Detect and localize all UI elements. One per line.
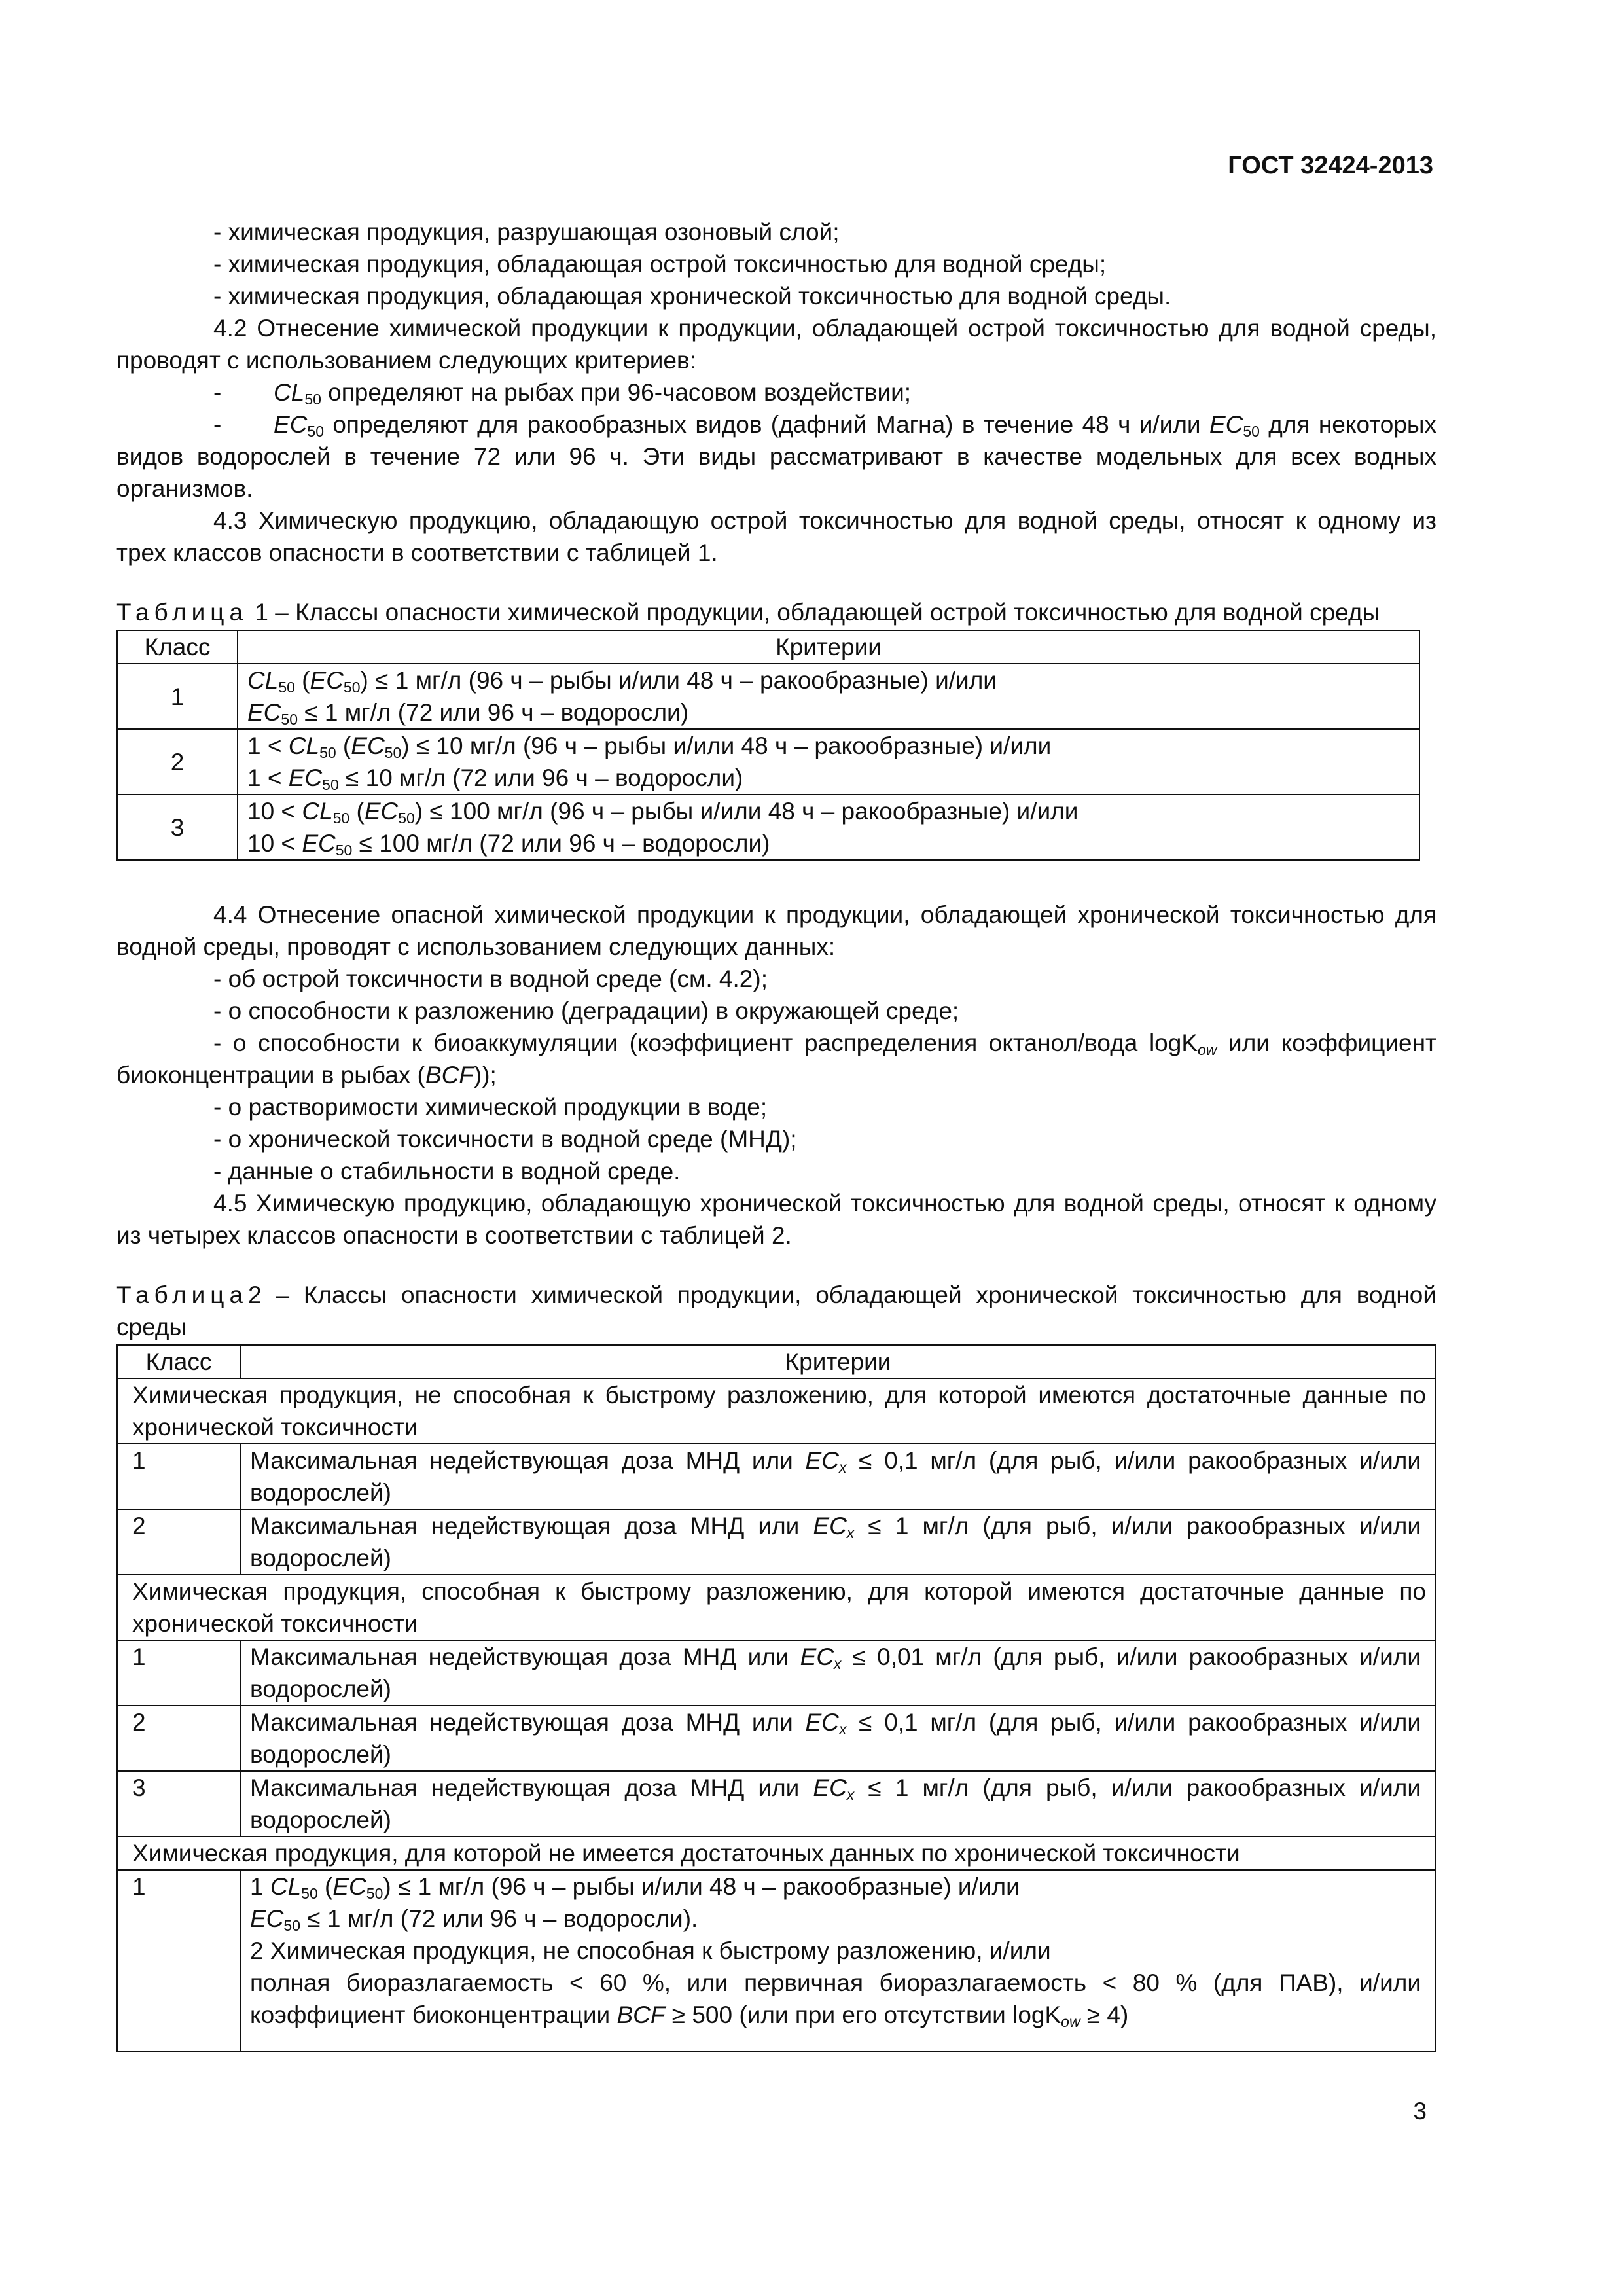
table-row [117,1509,1436,1575]
group-heading: Химическая продукция, для которой не имеется достаточных данных по хронической токсичности [117,1837,1436,1870]
criteria-cell: Максимальная недействующая доза МНД или $EC_x \le 0,1$ мг/л (для рыб, и/или ракообразных и/или водорослей) [240,1706,1436,1771]
list-item: - данные о стабильности в водной среде. [213,1158,681,1185]
table-group-row [117,1837,1436,1870]
list-item: - о способности к разложению (деградации) в окружающей среде; [213,997,959,1024]
table-header-row [117,630,1419,664]
paragraph-4-4: 4.4 Отнесение опасной химической продукции к продукции, обладающей хронической токсичностью для водной среды, проводят с использованием следующих данных: [116,901,1436,960]
criteria-cell: Максимальная недействующая доза МНД или $EC_x \le 0,1$ мг/л (для рыб, и/или ракообразных и/или водорослей) [240,1444,1436,1509]
criteria-cell: Максимальная недействующая доза МНД или $EC_x \le 1$ мг/л (для рыб, и/или ракообразных и/или водорослей) [240,1771,1436,1837]
criteria-cell: Максимальная недействующая доза МНД или $EC_x \le 0,01$ мг/л (для рыб, и/или ракообразных и/или водорослей) [240,1640,1436,1706]
list-item: - химическая продукция, обладающая острой токсичностью для водной среды; [213,251,1107,278]
criteria-cell: 1 $CL_{50}$ $(EC_{50}) \le 1$ мг/л (96 ч – рыбы и/или 48 ч – ракообразные) и/или $EC_{50} \le 1$ мг/л (72 или 96 ч – водоросли). 2 Химическая продукция, не способная к быстрому разложению, и/или полная биоразлагаемость < 60 %, или первичная биоразлагаемость < 80 % (для ПАВ), и/или коэффициент биоконцентрации BCF ≥ 500 (или при его отсутствии logK$_{ow}$ ≥ 4) [240,1870,1436,2051]
table-row [117,1640,1436,1706]
list-item: - о хронической токсичности в водной среде (МНД); [213,1126,797,1153]
paragraph-4-5: 4.5 Химическую продукцию, обладающую хронической токсичностью для водной среды, относят к одному из четырех классов опасности в соответствии с таблицей 2. [116,1190,1436,1249]
column-header-criteria: Критерии [240,1345,1436,1378]
table-1 [116,630,1420,861]
class-cell: 1 [117,1444,240,1509]
table-row [117,795,1419,860]
table-2 [116,1344,1436,2052]
column-header-class: Класс [117,630,238,664]
class-cell: 2 [117,1509,240,1575]
paragraph-4-2: 4.2 Отнесение химической продукции к продукции, обладающей острой токсичностью для водной среды, проводят с использованием следующих критериев: [116,315,1436,374]
list-item: - об острой токсичности в водной среде (см. 4.2); [213,965,768,992]
table-group-row [117,1378,1436,1444]
criteria-cell: $10 < CL_{50}$ $(EC_{50}) \le 100$ мг/л (96 ч – рыбы и/или 48 ч – ракообразные) и/или $10 < EC_{50} \le 100$ мг/л (72 или 96 ч – водоросли) [238,795,1419,860]
list-item: - о способности к биоаккумуляции (коэффициент распределения октанол/вода logK$_{ow}$ или коэффициент биоконцентрации в рыбах (BCF)); [116,1030,1436,1088]
table-header-row [117,1345,1436,1378]
table-row [117,1444,1436,1509]
document-id-header: ГОСТ 32424-2013 [1228,152,1433,179]
class-cell: 2 [117,729,238,795]
table-row [117,664,1419,729]
list-item: - химическая продукция, разрушающая озоновый слой; [213,219,840,245]
table-row [117,1706,1436,1771]
table-row [117,729,1419,795]
group-heading: Химическая продукция, способная к быстрому разложению, для которой имеются достаточные данные по хронической токсичности [117,1575,1436,1640]
list-item: - о растворимости химической продукции в воде; [213,1094,768,1121]
table-row [117,1870,1436,2051]
class-cell: 2 [117,1706,240,1771]
list-item: - химическая продукция, обладающая хронической токсичностью для водной среды. [213,283,1171,310]
table-1-caption: Таблица 1 – Классы опасности химической продукции, обладающей острой токсичностью для водной среды [116,599,1380,626]
column-header-class: Класс [117,1345,240,1378]
table-row [117,1771,1436,1837]
class-cell: 1 [117,1870,240,2051]
column-header-criteria: Критерии [238,630,1419,664]
criterion-cl50: - $CL_{50}$ определяют на рыбах при 96-часовом воздействии; [213,379,912,408]
criterion-ec50: - $EC_{50}$ определяют для ракообразных видов (дафний Магна) в течение 48 ч и/или $EC_{50}$ для некоторых видов водорослей в течение 72 или 96 ч. Эти виды рассматривают в качестве модельных для всех водных организмов. [116,411,1436,502]
criteria-cell: Максимальная недействующая доза МНД или $EC_x \le 1$ мг/л (для рыб, и/или ракообразных и/или водорослей) [240,1509,1436,1575]
page-number: 3 [1413,2098,1427,2125]
document-body [116,216,1436,2052]
class-cell: 3 [117,1771,240,1837]
table-2-caption: Таблица2 – Классы опасности химической продукции, обладающей хронической токсичностью для водной среды [116,1282,1436,1340]
spacer [116,861,1436,899]
class-cell: 3 [117,795,238,860]
table-group-row [117,1575,1436,1640]
class-cell: 1 [117,664,238,729]
criteria-cell: $1 < CL_{50}$ $(EC_{50}) \le 10$ мг/л (96 ч – рыбы и/или 48 ч – ракообразные) и/или $1 < EC_{50} \le 10$ мг/л (72 или 96 ч – водоросли) [238,729,1419,795]
class-cell: 1 [117,1640,240,1706]
criteria-cell: $CL_{50}$ $(EC_{50}) \le 1$ мг/л (96 ч – рыбы и/или 48 ч – ракообразные) и/или $EC_{50} \le 1$ мг/л (72 или 96 ч – водоросли) [238,664,1419,729]
group-heading: Химическая продукция, не способная к быстрому разложению, для которой имеются достаточные данные по хронической токсичности [117,1378,1436,1444]
paragraph-4-3: 4.3 Химическую продукцию, обладающую острой токсичностью для водной среды, относят к одному из трех классов опасности в соответствии с таблицей 1. [116,507,1436,566]
